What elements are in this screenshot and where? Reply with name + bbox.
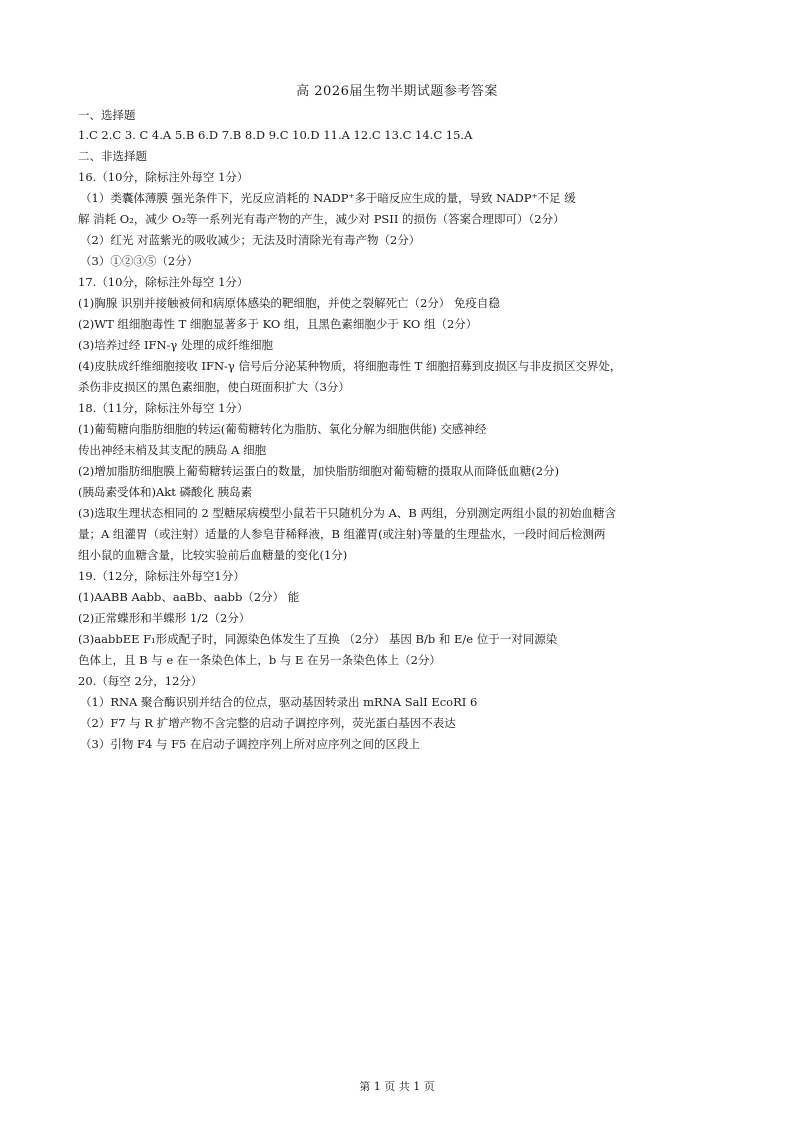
q19-answer-line: 色体上，且 B 与 e 在一条染色体上，b 与 E 在另一条染色体上（2分） <box>78 653 441 667</box>
q16-header: 16.（10分，除标注外每空 1分） <box>78 170 249 184</box>
document-title: 高 2026届生物半期试题参考答案 <box>296 84 498 99</box>
q18-answer-line: (胰岛素受体和)Akt 磷酸化 胰岛素 <box>78 485 253 499</box>
q18-answer-line: 组小鼠的血糖含量，比较实验前后血糖量的变化(1分) <box>78 548 348 562</box>
q16-answer-line: （2）红光 对蓝紫光的吸收减少；无法及时清除光有毒产物（2分） <box>80 233 421 247</box>
q18-answer-line: 传出神经末梢及其支配的胰岛 A 细胞 <box>78 443 267 457</box>
q18-answer-line: (2)增加脂肪细胞膜上葡萄糖转运蛋白的数量，加快脂肪细胞对葡萄糖的摄取从而降低血糖(2分) <box>78 464 560 478</box>
q17-answer-line: 杀伤非皮损区的黑色素细胞，使白斑面积扩大（3分） <box>78 380 350 394</box>
q17-answer-line: (2)WT 组细胞毒性 T 细胞显著多于 KO 组，且黑色素细胞少于 KO 组（2分） <box>78 317 478 331</box>
q17-answer-line: (4)皮肤成纤维细胞接收 IFN-γ 信号后分泌某种物质，将细胞毒性 T 细胞招募到皮损区与非皮损区交界处， <box>78 359 622 373</box>
q19-header: 19.（12分，除标注外每空1分） <box>78 569 245 583</box>
q20-answer-line: （3）引物 F4 与 F5 在启动子调控序列上所对应序列之间的区段上 <box>80 737 421 751</box>
q20-header: 20.（每空 2分，12分） <box>78 674 203 688</box>
q16-answer-line: 解 消耗 O₂，减少 O₂等一系列光有毒产物的产生，减少对 PSII 的损伤（答案合理即可）（2分） <box>78 212 565 226</box>
q18-answer-line: 量；A 组灌胃（或注射）适量的人参皂苷稀释液，B 组灌胃(或注射)等量的生理盐水，一段时间后检测两 <box>78 527 606 541</box>
q17-answer-line: (3)培养过经 IFN-γ 处理的成纤维细胞 <box>78 338 273 352</box>
section-heading-nonchoice: 二、非选择题 <box>78 149 147 163</box>
q17-header: 17.（10分，除标注外每空 1分） <box>78 275 249 289</box>
q18-header: 18.（11分，除标注外每空 1分） <box>78 401 249 415</box>
q20-answer-line: （2）F7 与 R 扩增产物不含完整的启动子调控序列，荧光蛋白基因不表达 <box>80 716 456 730</box>
q16-answer-line: （3）①②③⑤（2分） <box>80 254 199 268</box>
q19-answer-line: (2)正常蝶形和半蝶形 1/2（2分） <box>78 611 251 625</box>
q19-answer-line: (1)AABB Aabb、aaBb、aabb（2分） 能 <box>78 590 300 604</box>
q18-answer-line: (1)葡萄糖向脂肪细胞的转运(葡萄糖转化为脂肪、氧化分解为细胞供能) 交感神经 <box>78 422 487 436</box>
page-number: 第 1 页 共 1 页 <box>359 1080 435 1093</box>
q20-answer-line: （1）RNA 聚合酶识别并结合的位点，驱动基因转录出 mRNA SalI EcoRI 6 <box>80 695 478 709</box>
q16-answer-line: （1）类囊体薄膜 强光条件下，光反应消耗的 NADP⁺多于暗反应生成的量，导致 NADP⁺不足 缓 <box>80 191 576 205</box>
section-heading-choice: 一、选择题 <box>78 108 136 122</box>
q18-answer-line: (3)选取生理状态相同的 2 型糖尿病模型小鼠若干只随机分为 A、B 两组，分别测定两组小鼠的初始血糖含 <box>78 506 616 520</box>
q17-answer-line: (1)胸腺 识别并接触被伺和病原体感染的靶细胞，并使之裂解死亡（2分） 免疫自稳 <box>78 296 500 310</box>
choice-answers: 1.C 2.C 3. C 4.A 5.B 6.D 7.B 8.D 9.C 10.D 11.A 12.C 13.C 14.C 15.A <box>78 128 473 142</box>
q19-answer-line: (3)aabbEE F₁形成配子时，同源染色体发生了互换 （2分） 基因 B/b 和 E/e 位于一对同源染 <box>78 632 558 646</box>
